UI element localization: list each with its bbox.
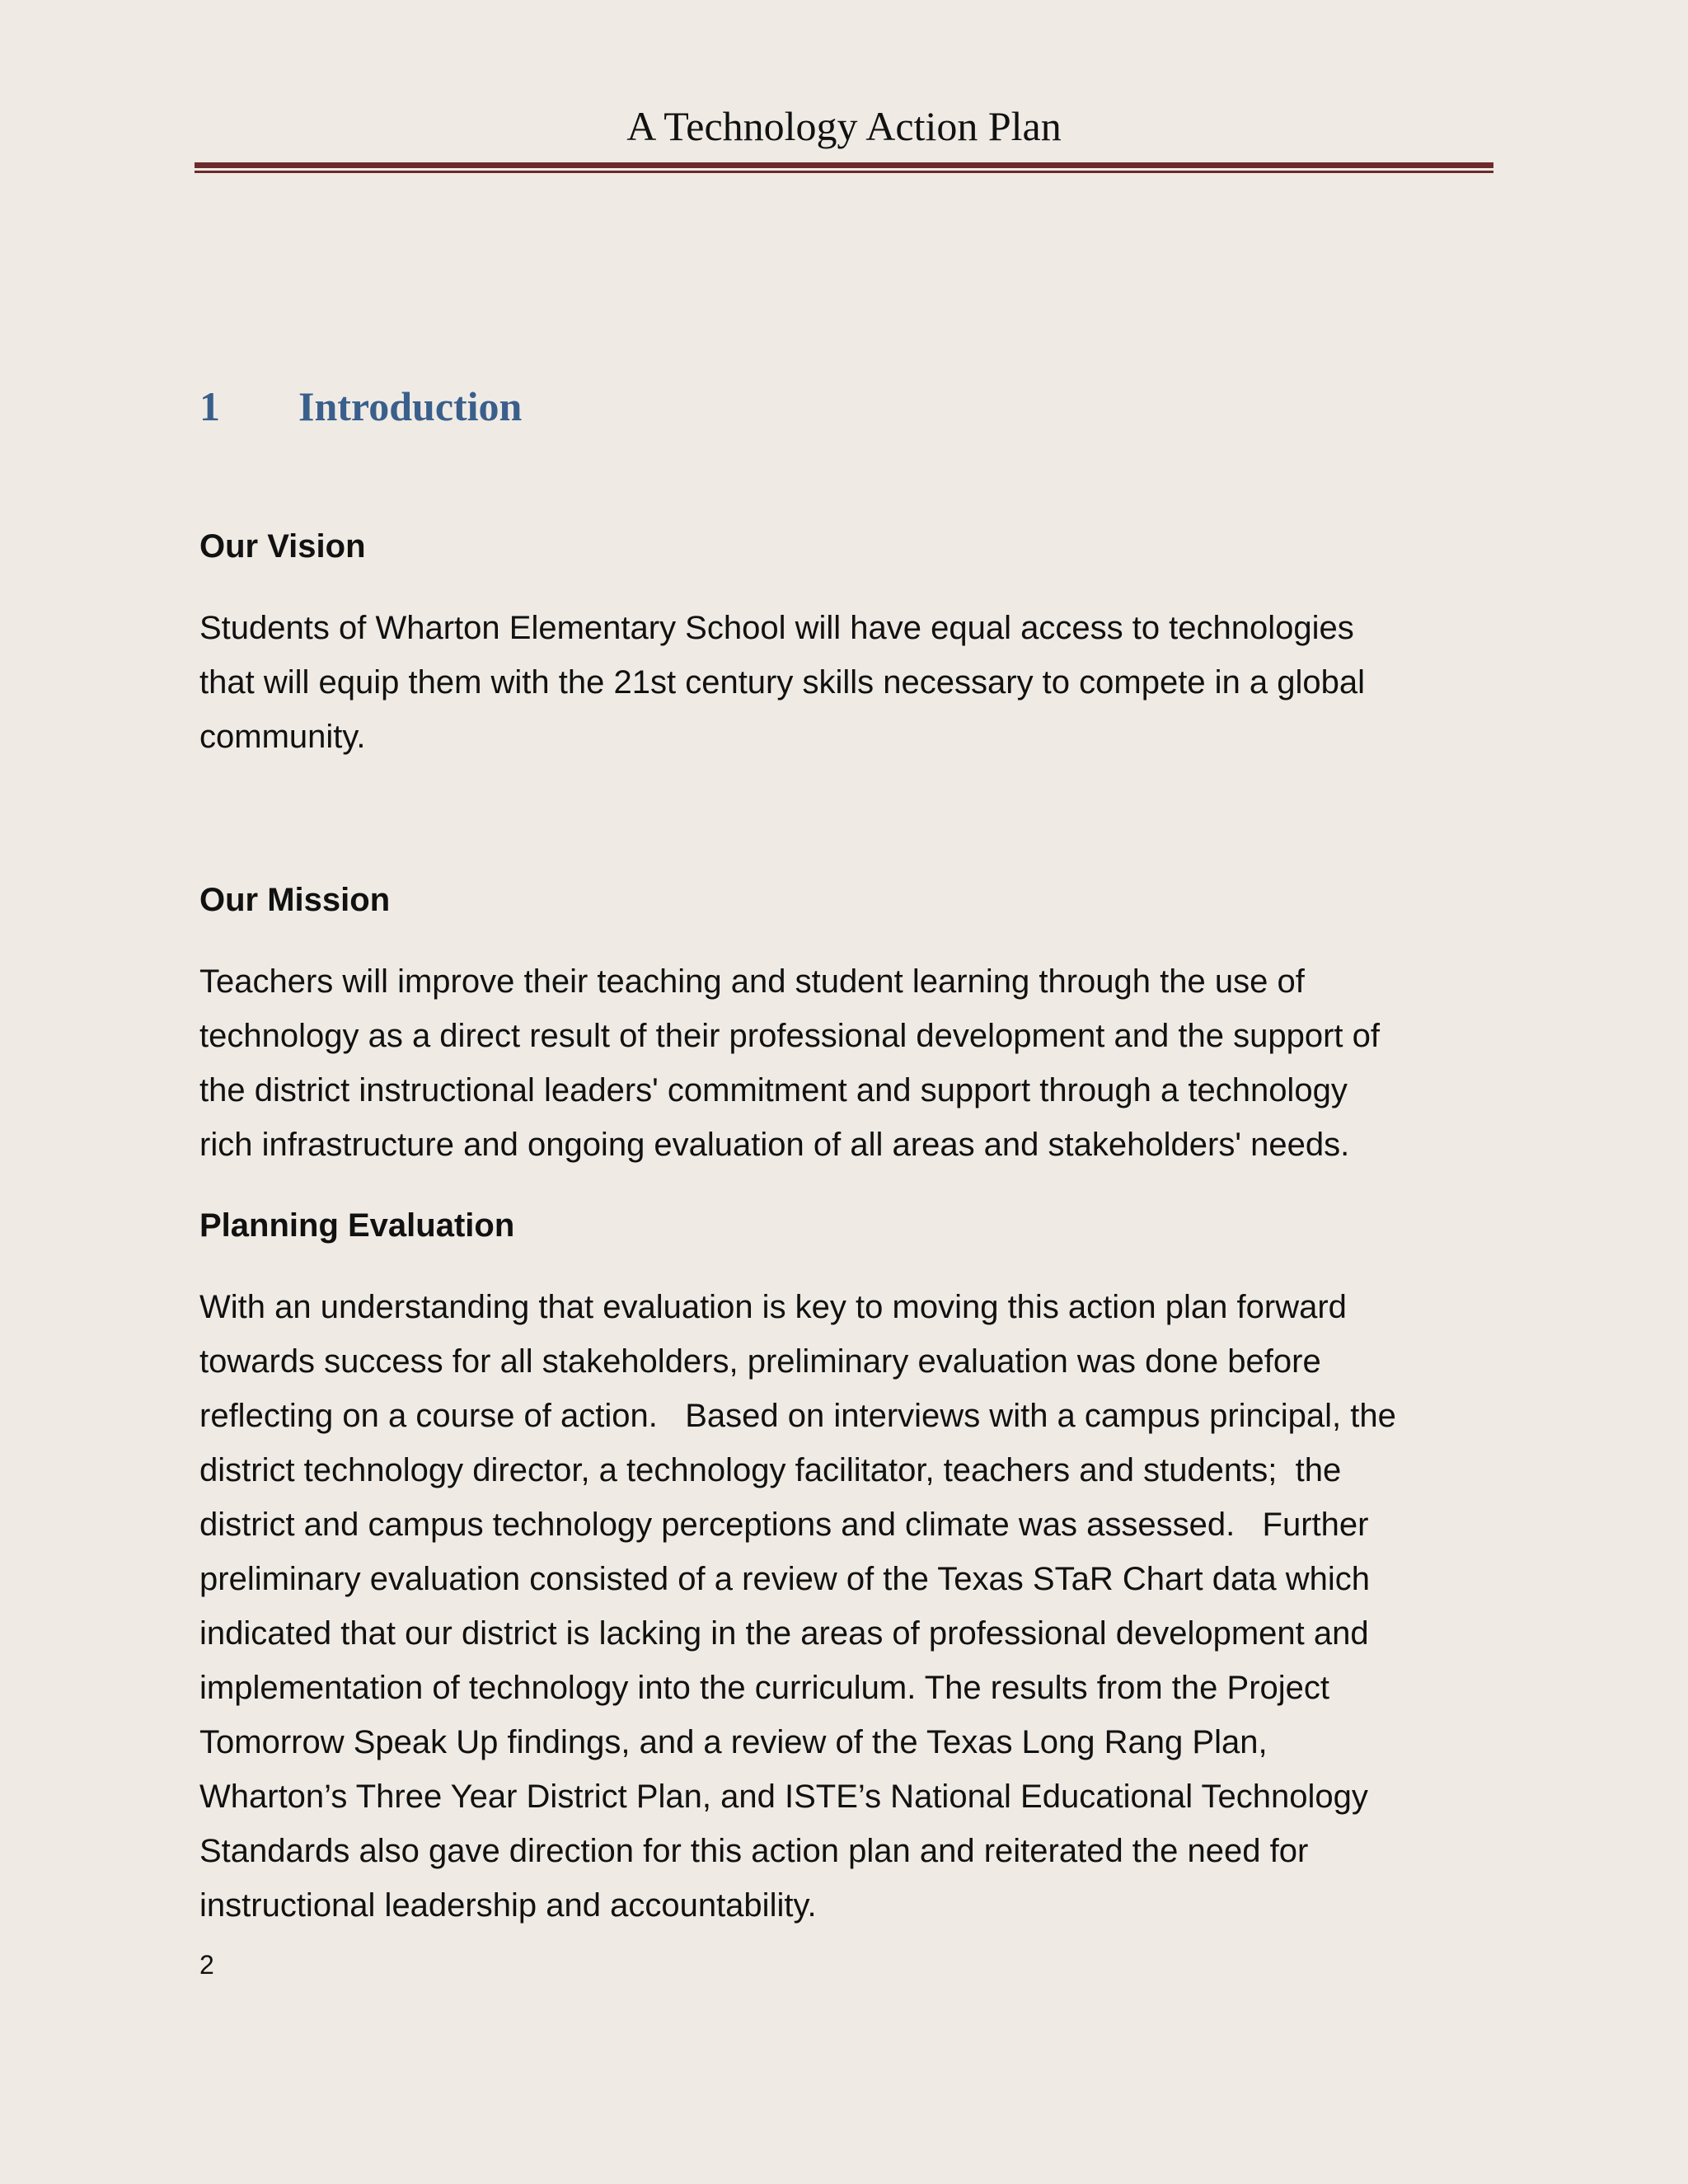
paragraph-line: the district instructional leaders' commitment and support through a technology (199, 1072, 1348, 1108)
page-number: 2 (199, 1950, 214, 1980)
paragraph-line: Standards also gave direction for this action plan and reiterated the need for (199, 1833, 1309, 1869)
paragraph-line: instructional leadership and accountability. (199, 1887, 817, 1924)
evaluation-paragraph (199, 1280, 1518, 1933)
header-rule (195, 162, 1493, 174)
vision-paragraph (199, 601, 1518, 764)
paragraph-line: towards success for all stakeholders, preliminary evaluation was done before (199, 1343, 1321, 1380)
mission-heading: Our Mission (199, 882, 391, 918)
page-header-title: A Technology Action Plan (626, 103, 1062, 149)
paragraph-line: preliminary evaluation consisted of a review of the Texas STaR Chart data which (199, 1561, 1370, 1597)
header-rule-thick (195, 162, 1493, 168)
paragraph-line: district technology director, a technology facilitator, teachers and students; the (199, 1452, 1342, 1488)
section-number: 1 (199, 383, 220, 429)
evaluation-heading: Planning Evaluation (199, 1207, 515, 1244)
header-rule-thin (195, 171, 1493, 173)
paragraph-line: technology as a direct result of their professional development and the support of (199, 1018, 1380, 1054)
paragraph-line: Students of Wharton Elementary School will have equal access to technologies (199, 610, 1354, 646)
mission-paragraph (199, 954, 1518, 1172)
paragraph-line: community. (199, 719, 366, 755)
paragraph-line: indicated that our district is lacking in the areas of professional development and (199, 1615, 1369, 1652)
vision-heading: Our Vision (199, 528, 366, 565)
paragraph-line: that will equip them with the 21st century skills necessary to compete in a global (199, 664, 1366, 701)
paragraph-line: reflecting on a course of action. Based on interviews with a campus principal, the (199, 1398, 1396, 1434)
paragraph-line: Wharton’s Three Year District Plan, and ISTE’s National Educational Technology (199, 1779, 1368, 1815)
section-heading (199, 377, 522, 435)
section-title: Introduction (298, 383, 523, 429)
paragraph-line: Tomorrow Speak Up findings, and a review of the Texas Long Rang Plan, (199, 1724, 1268, 1760)
paragraph-line: district and campus technology perceptions and climate was assessed. Further (199, 1507, 1369, 1543)
paragraph-line: Teachers will improve their teaching and student learning through the use of (199, 963, 1305, 1000)
paragraph-line: With an understanding that evaluation is key to moving this action plan forward (199, 1289, 1347, 1325)
paragraph-line: rich infrastructure and ongoing evaluation of all areas and stakeholders' needs. (199, 1127, 1350, 1163)
paragraph-line: implementation of technology into the curriculum. The results from the Project (199, 1670, 1330, 1706)
